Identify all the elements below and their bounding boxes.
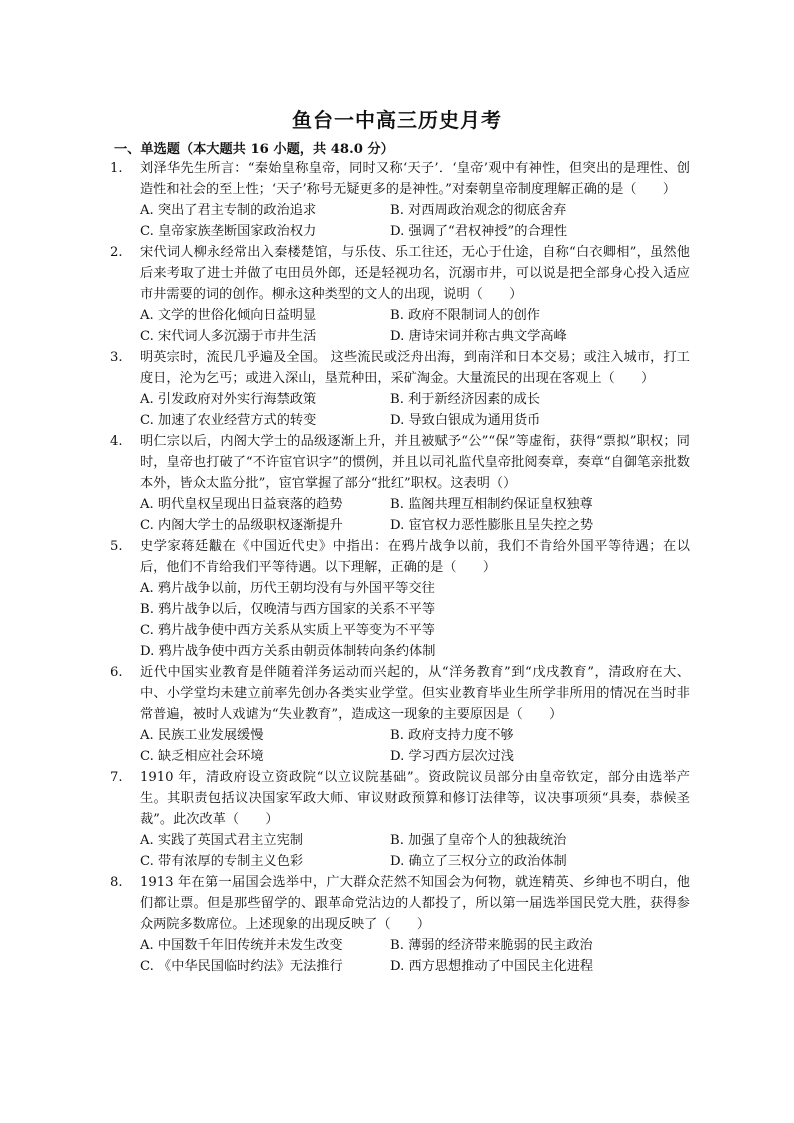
option-d[interactable]: D. 宦官权力恶性膨胀且呈失控之势 <box>390 518 594 533</box>
question-8 <box>110 872 690 977</box>
question-number: 5. <box>110 539 123 554</box>
question-6 <box>110 662 690 767</box>
option-d[interactable]: D. 学习西方层次过浅 <box>390 749 514 764</box>
option-a[interactable]: A. 突出了君主专制的政治追求 <box>140 203 317 218</box>
question-stem: 1910 年，清政府设立资政院“以立议院基础”。资政院议员部分由皇帝钦定，部分由选举产生。其职责包括议决国家军政大师、审议财政预算和修订法律等，议决事项须“具奏，恭候圣裁”。此次改革（ ） <box>140 770 690 827</box>
question-number: 8. <box>110 875 123 890</box>
option-group <box>140 200 690 242</box>
option-a[interactable]: A. 引发政府对外实行海禁政策 <box>140 392 317 407</box>
question-list <box>110 158 690 977</box>
option-c[interactable]: C. 宋代词人多沉溺于市井生活 <box>140 329 317 344</box>
section-heading: 一、单选题（本大题共 16 小题，共 48.0 分） <box>114 142 394 157</box>
option-c[interactable]: C. 皇帝家族垄断国家政治权力 <box>140 224 317 239</box>
question-stem: 宋代词人柳永经常出入秦楼楚馆，与乐伎、乐工往还，无心于仕途，自称“白衣卿相”，虽然他后来考取了进士并做了屯田员外郎，还是轻视功名，沉溺市井，可以说是把全部身心投入适应市井需要的词的创作。柳永这种类型的文人的出现，说明（ ） <box>140 245 690 302</box>
option-a[interactable]: A. 民族工业发展缓慢 <box>140 728 264 743</box>
option-b[interactable]: B. 利于新经济因素的成长 <box>390 392 540 407</box>
question-number: 7. <box>110 770 123 785</box>
option-d[interactable]: D. 唐诗宋词并称古典文学高峰 <box>390 329 567 344</box>
question-number: 6. <box>110 665 123 680</box>
option-c[interactable]: C. 《中华民国临时约法》无法推行 <box>140 959 343 974</box>
page-title: 鱼台一中高三历史月考 <box>292 108 502 132</box>
option-d[interactable]: D. 确立了三权分立的政治体制 <box>390 854 567 869</box>
question-stem: 1913 年在第一届国会选举中，广大群众茫然不知国会为何物，就连精英、乡绅也不明白，他们都让票。但是那些留学的、跟革命党沾边的人都投了，所以第一届选举国民党大胜，获得参众两院多数席位。上述现象的出现反映了（ ） <box>140 875 690 932</box>
question-stem: 史学家蒋廷黻在《中国近代史》中指出：在鸦片战争以前，我们不肯给外国平等待遇；在以后，他们不肯给我们平等待遇。以下理解，正确的是（ ） <box>140 539 690 575</box>
option-group <box>140 725 690 767</box>
option-b[interactable]: B. 鸦片战争以后，仅晚清与西方国家的关系不平等 <box>140 602 436 617</box>
option-c[interactable]: C. 缺乏相应社会环境 <box>140 749 264 764</box>
question-stem: 明英宗时，流民几乎遍及全国。 这些流民或泛舟出海，到南洋和日本交易；或注入城市，打工度日，沦为乞丐；或进入深山，垦荒种田，采矿淘金。大量流民的出现在客观上（ ） <box>140 350 690 386</box>
option-c[interactable]: C. 带有浓厚的专制主义色彩 <box>140 854 304 869</box>
question-stem: 明仁宗以后，内阁大学士的品级逐渐上升，并且被赋予“公”“保”等虚衔，获得“票拟”职权；同时，皇帝也打破了“不许宦官识字”的惯例，并且以司礼监代皇帝批阅奏章，奏章“自御笔亲批数本外，皆众太监分批”，宦官掌握了部分“批红”职权。这表明（） <box>140 434 690 491</box>
option-group <box>140 389 690 431</box>
option-c[interactable]: C. 加速了农业经营方式的转变 <box>140 413 317 428</box>
question-stem: 近代中国实业教育是伴随着洋务运动而兴起的，从“洋务教育”到“戊戌教育”，清政府在大、中、小学堂均未建立前率先创办各类实业学堂。但实业教育毕业生所学非所用的情况在当时非常普遍，被时人戏谑为“失业教育”，造成这一现象的主要原因是（ ） <box>140 665 690 722</box>
question-stem: 刘泽华先生所言：“秦始皇称皇帝，同时又称‘天子’．‘皇帝’观中有神性，但突出的是理性、创造性和社会的至上性；‘天子’称号无疑更多的是神性。”对秦朝皇帝制度理解正确的是（ ） <box>140 161 690 197</box>
question-5 <box>110 536 690 662</box>
option-group <box>140 935 690 977</box>
option-c[interactable]: C. 内阁大学士的品级职权逐渐提升 <box>140 518 343 533</box>
option-group <box>140 494 690 536</box>
option-a[interactable]: A. 文学的世俗化倾向日益明显 <box>140 308 317 323</box>
question-7 <box>110 767 690 872</box>
option-a[interactable]: A. 中国数千年旧传统并未发生改变 <box>140 938 343 953</box>
question-number: 3. <box>110 350 123 365</box>
question-4 <box>110 431 690 536</box>
option-b[interactable]: B. 对西周政治观念的彻底舍弃 <box>390 203 567 218</box>
question-1 <box>110 158 690 242</box>
option-b[interactable]: B. 政府不限制词人的创作 <box>390 308 540 323</box>
option-b[interactable]: B. 薄弱的经济带来脆弱的民主政治 <box>390 938 593 953</box>
option-a[interactable]: A. 实践了英国式君主立宪制 <box>140 833 303 848</box>
option-b[interactable]: B. 政府支持力度不够 <box>390 728 514 743</box>
option-b[interactable]: B. 监阁共理互相制约保证皇权独尊 <box>390 497 593 512</box>
option-group <box>140 305 690 347</box>
option-b[interactable]: B. 加强了皇帝个人的独裁统治 <box>390 833 567 848</box>
option-d[interactable]: D. 鸦片战争使中西方关系由朝贡体制转向条约体制 <box>140 644 436 659</box>
option-d[interactable]: D. 西方思想推动了中国民主化进程 <box>390 959 594 974</box>
question-number: 4. <box>110 434 123 449</box>
option-d[interactable]: D. 强调了“君权神授”的合理性 <box>390 224 568 239</box>
option-d[interactable]: D. 导致白银成为通用货币 <box>390 413 541 428</box>
question-number: 1. <box>110 161 123 176</box>
option-group <box>140 578 690 662</box>
option-c[interactable]: C. 鸦片战争使中西方关系从实质上平等变为不平等 <box>140 623 435 638</box>
option-a[interactable]: A. 鸦片战争以前，历代王朝均没有与外国平等交往 <box>140 581 435 596</box>
option-group <box>140 830 690 872</box>
question-number: 2. <box>110 245 123 260</box>
question-3 <box>110 347 690 431</box>
option-a[interactable]: A. 明代皇权呈现出日益衰落的趋势 <box>140 497 343 512</box>
question-2 <box>110 242 690 347</box>
